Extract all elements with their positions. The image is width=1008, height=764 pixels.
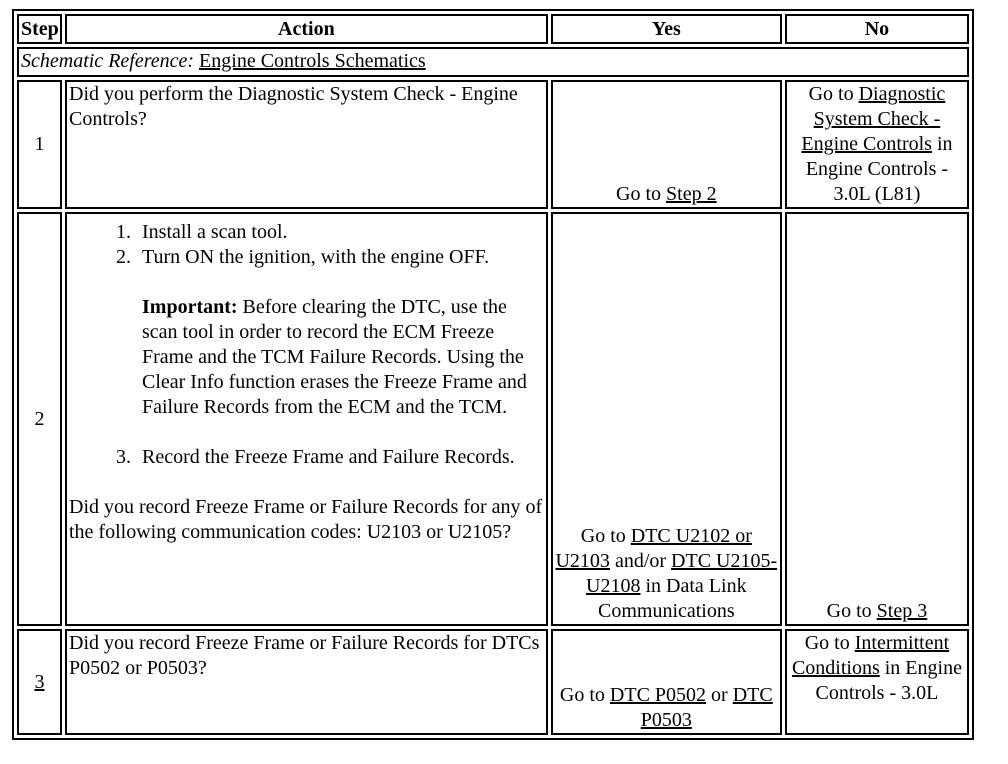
list-item: 3. Record the Freeze Frame and Failure Records. — [136, 445, 544, 470]
list-item-text: 2. Turn ON the ignition, with the engine OFF. — [142, 246, 490, 268]
yes-prefix: Go to — [616, 183, 667, 205]
action-cell: Did you perform the Diagnostic System Check - Engine Controls? — [65, 80, 548, 209]
yes-suffix: in Data Link Communications — [597, 575, 747, 622]
important-text: Before clearing the DTC, use the scan tool in order to record the ECM Freeze Frame and the TCM Failure Records. Using the Clear Info function erases the Freeze Frame and Failure Records from the ECM and the TCM. — [142, 296, 527, 418]
step-3-anchor-link[interactable]: 3 — [34, 670, 45, 693]
diagnostic-table — [12, 9, 974, 740]
yes-cell — [551, 212, 782, 626]
no-prefix: Go to — [808, 83, 859, 105]
list-item — [136, 245, 544, 420]
action-question: Did you record Freeze Frame or Failure Records for any of the following communication codes: U2103 or U2105? — [69, 496, 543, 543]
yes-mid: or — [706, 684, 733, 706]
intermittent-conditions-link[interactable]: Intermittent Conditions — [791, 632, 950, 679]
no-cell — [785, 80, 969, 209]
engine-controls-schematics-link[interactable]: Engine Controls Schematics — [199, 50, 426, 72]
header-action: Action — [65, 14, 548, 44]
yes-prefix: Go to — [559, 684, 610, 706]
header-no: No — [785, 14, 969, 44]
schematic-reference-row — [17, 47, 969, 77]
important-label: Important: — [142, 296, 238, 318]
header-row — [17, 14, 969, 44]
dtc-p0503-link[interactable]: DTC P0503 — [640, 684, 773, 731]
schematic-reference-cell — [17, 47, 969, 77]
table-row-step-2 — [17, 212, 969, 626]
table-row-step-1 — [17, 80, 969, 209]
procedure-list — [69, 220, 544, 470]
step-number: 2 — [17, 212, 62, 626]
no-suffix: in Engine Controls - 3.0L (L81) — [805, 133, 953, 205]
action-cell: Did you record Freeze Frame or Failure Records for DTCs P0502 or P0503? — [65, 629, 548, 735]
header-yes: Yes — [551, 14, 782, 44]
yes-prefix: Go to — [580, 525, 631, 547]
diagnostic-system-check-link[interactable]: Diagnostic System Check - Engine Controls — [801, 83, 946, 155]
no-suffix: in Engine Controls - 3.0L — [815, 657, 962, 704]
step-2-link[interactable]: Step 2 — [666, 183, 717, 205]
no-cell — [785, 212, 969, 626]
dtc-p0502-link[interactable]: DTC P0502 — [609, 684, 707, 706]
no-cell — [785, 629, 969, 735]
yes-cell — [551, 629, 782, 735]
action-cell — [65, 212, 548, 626]
schematic-reference-label: Schematic Reference: — [21, 50, 195, 72]
table-row-step-3 — [17, 629, 969, 735]
header-step: Step — [17, 14, 62, 44]
step-3-link[interactable]: Step 3 — [876, 600, 928, 622]
step-number: 1 — [17, 80, 62, 209]
no-prefix: Go to — [804, 632, 855, 654]
step-number-cell — [17, 629, 62, 735]
dtc-u2102-u2103-link[interactable]: DTC U2102 or U2103 — [555, 525, 752, 572]
dtc-u2105-u2108-link[interactable]: DTC U2105-U2108 — [586, 550, 778, 597]
no-prefix: Go to — [826, 600, 877, 622]
yes-mid: and/or — [609, 550, 672, 572]
list-item: 1. Install a scan tool. — [136, 220, 544, 245]
important-note — [142, 295, 544, 420]
yes-cell — [551, 80, 782, 209]
